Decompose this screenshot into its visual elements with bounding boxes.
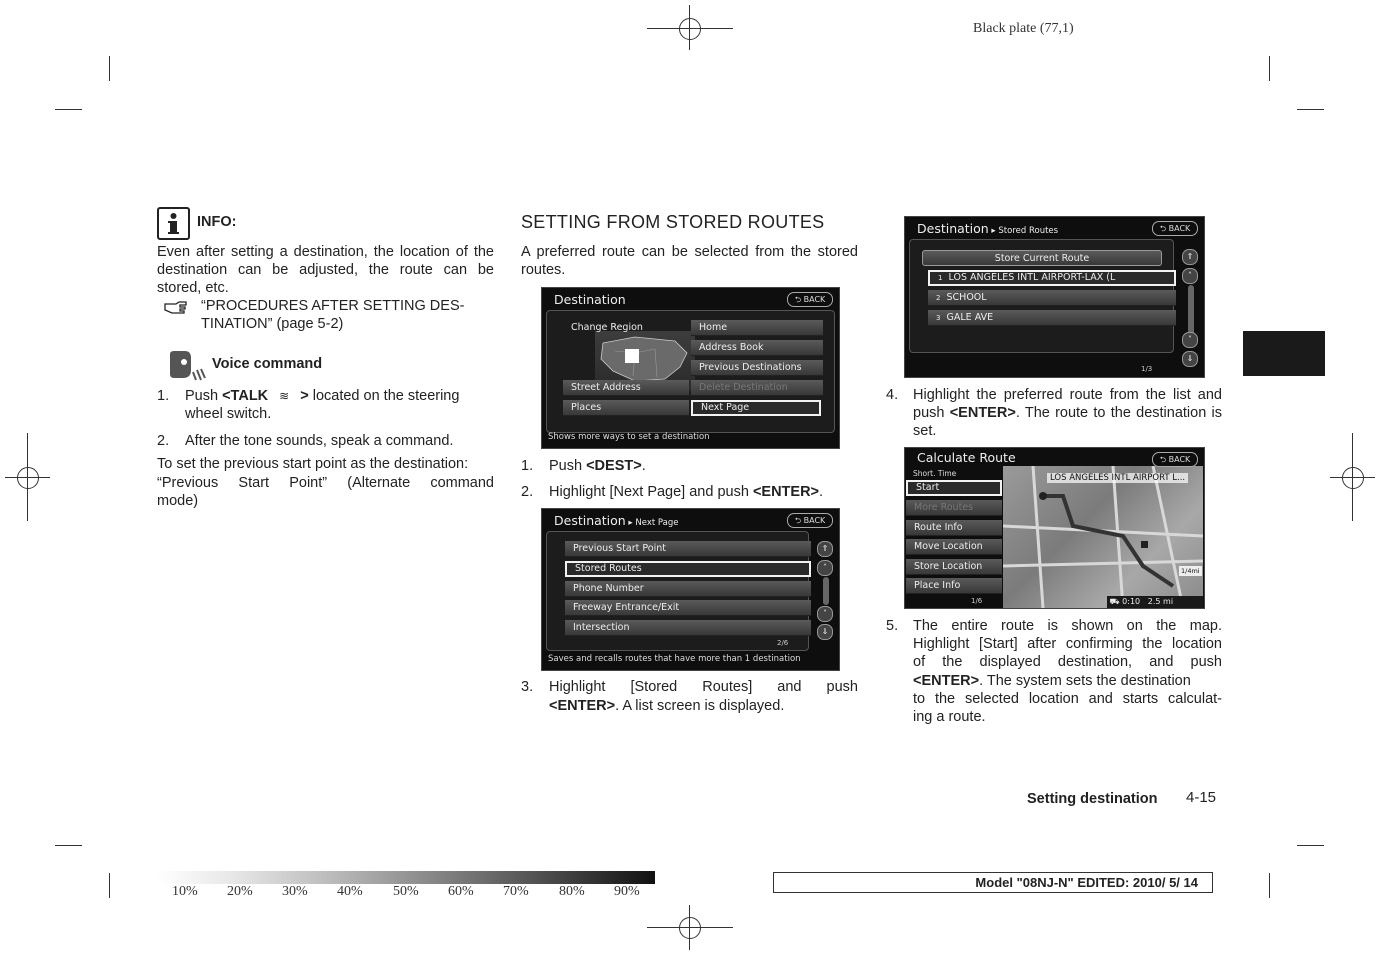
more-routes-item[interactable]: More Routes [906,500,1002,516]
list-number: 1. [521,458,534,474]
step-5-line-5: to the selected location and starts calculat- [913,691,1222,707]
scroll-down-icon[interactable]: ˅ [817,606,833,622]
voice-step-1-cont: wheel switch. [185,406,272,422]
page-down-icon[interactable]: ⇓ [1182,351,1198,367]
reference-line-1: “PROCEDURES AFTER SETTING DES- [201,298,465,314]
back-button[interactable]: ⮌ BACK [787,292,833,307]
page-number: 4-15 [1186,789,1217,806]
info-heading: INFO: [197,214,237,230]
page-up-icon[interactable]: ⇑ [1182,249,1198,265]
route-map [1003,466,1203,608]
intersection-item[interactable]: Intersection [565,620,811,636]
list-number: 3. [521,679,534,695]
list-panel [909,239,1174,353]
list-number: 5. [886,618,899,634]
screen-next-page [541,508,840,671]
voice-command-heading: Voice command [212,356,323,372]
scroll-up-icon[interactable]: ˄ [817,560,833,576]
reference-line-2: TINATION” (page 5-2) [201,316,344,332]
street-address-item[interactable]: Street Address [563,380,689,396]
page-indicator: 2/6 [777,639,789,647]
color-bar [156,871,655,884]
chapter-tab [1243,331,1325,376]
stored-routes-item[interactable]: Stored Routes [565,561,811,577]
store-current-route-button[interactable]: Store Current Route [922,250,1162,266]
talk-icon: ≋ [279,389,290,403]
freeway-entrance-item[interactable]: Freeway Entrance/Exit [565,600,811,616]
voice-note-3: mode) [157,493,199,509]
back-button[interactable]: ⮌ BACK [1152,452,1198,467]
voice-step-2: After the tone sounds, speak a command. [185,433,454,449]
screen-stored-routes [904,216,1205,378]
screen-title: Calculate Route [917,450,1016,465]
voice-note-2: “Previous Start Point” (Alternate command [157,475,494,491]
scrollbar[interactable] [823,577,829,605]
list-number: 4. [886,387,899,403]
screen-title: Destination [554,292,626,307]
screen-destination [541,287,840,449]
scroll-down-icon[interactable]: ˅ [1182,332,1198,348]
status-text: Saves and recalls routes that have more than 1 destination [548,654,801,664]
back-button[interactable]: ⮌ BACK [1152,221,1198,236]
previous-destinations-item[interactable]: Previous Destinations [691,360,823,376]
plate-label: Black plate (77,1) [973,21,1074,36]
phone-number-item[interactable]: Phone Number [565,581,811,597]
info-paragraph: Even after setting a destination, the location of the destination can be adjusted, the route can be stored, etc. [157,244,494,296]
next-page-item[interactable]: Next Page [691,400,821,416]
step-5-line-1: The entire route is shown on the map. [913,618,1222,634]
info-icon [157,207,190,240]
change-region-item[interactable]: Change Region [571,322,643,333]
voice-note-1: To set the previous start point as the destination: [157,456,469,472]
reference-hand-icon [164,300,190,321]
page-indicator: 1/6 [971,597,983,605]
model-edited-box: Model "08NJ-N" EDITED: 2010/ 5/ 14 [773,872,1213,893]
voice-step-1: Push <TALK ≋ > located on the steering [185,388,460,404]
step-1: Push <DEST>. [549,458,646,474]
section-intro: A preferred route can be selected from the stored routes. [521,244,858,278]
step-5-line-2: Highlight [Start] after confirming the location [913,636,1222,652]
store-location-item[interactable]: Store Location [906,559,1002,575]
step-3-cont: <ENTER>. A list screen is displayed. [549,698,785,714]
move-location-item[interactable]: Move Location [906,539,1002,555]
route-item-1[interactable]: 1 LOS ANGELES INTL AIRPORT-LAX (L [928,270,1176,286]
delete-destination-item[interactable]: Delete Destination [691,380,823,396]
places-item[interactable]: Places [563,400,689,416]
screen-title: Destination ▸ Next Page [554,513,679,528]
section-title: SETTING FROM STORED ROUTES [521,212,825,232]
menu-panel [546,531,809,651]
step-5-line-3: of the displayed destination, and push [913,654,1222,670]
step-5-line-4: <ENTER>. The system sets the destination [913,673,1191,689]
status-text: Shows more ways to set a destination [548,432,710,442]
destination-label: LOS ANGELES INTL AIRPORT L... [1047,473,1188,483]
route-item-2[interactable]: 2 SCHOOL [928,290,1176,306]
route-item-3[interactable]: 3 GALE AVE [928,310,1176,326]
list-number: 2. [521,484,534,500]
menu-panel [546,310,835,433]
step-4: Highlight the preferred route from the list and push <ENTER>. The route to the destination is set. [913,387,1222,439]
back-button[interactable]: ⮌ BACK [787,513,833,528]
route-summary: ⛟ 0:10 2.5 mi [1107,596,1203,608]
step-5-line-6: ing a route. [913,709,986,725]
page-up-icon[interactable]: ⇑ [817,541,833,557]
step-2: Highlight [Next Page] and push <ENTER>. [549,484,824,500]
map-scale[interactable]: 1/4mi [1181,567,1200,575]
scroll-up-icon[interactable]: ˄ [1182,268,1198,284]
address-book-item[interactable]: Address Book [691,340,823,356]
home-item[interactable]: Home [691,320,823,336]
start-item[interactable]: Start [906,480,1002,496]
voice-command-icon [167,350,207,389]
screen-calculate-route [904,447,1205,609]
route-type-label: Short. Time [913,469,957,478]
place-info-item[interactable]: Place Info [906,578,1002,594]
page-down-icon[interactable]: ⇓ [817,624,833,640]
page-indicator: 1/3 [1141,365,1153,373]
footer-section: Setting destination [1027,791,1158,807]
step-3: Highlight [Stored Routes] and push [549,679,858,695]
previous-start-point-item[interactable]: Previous Start Point [565,541,811,557]
screen-title: Destination ▸ Stored Routes [917,221,1059,236]
list-number: 2. [157,433,170,449]
scrollbar[interactable] [1188,285,1194,335]
list-number: 1. [157,388,170,404]
route-info-item[interactable]: Route Info [906,520,1002,536]
